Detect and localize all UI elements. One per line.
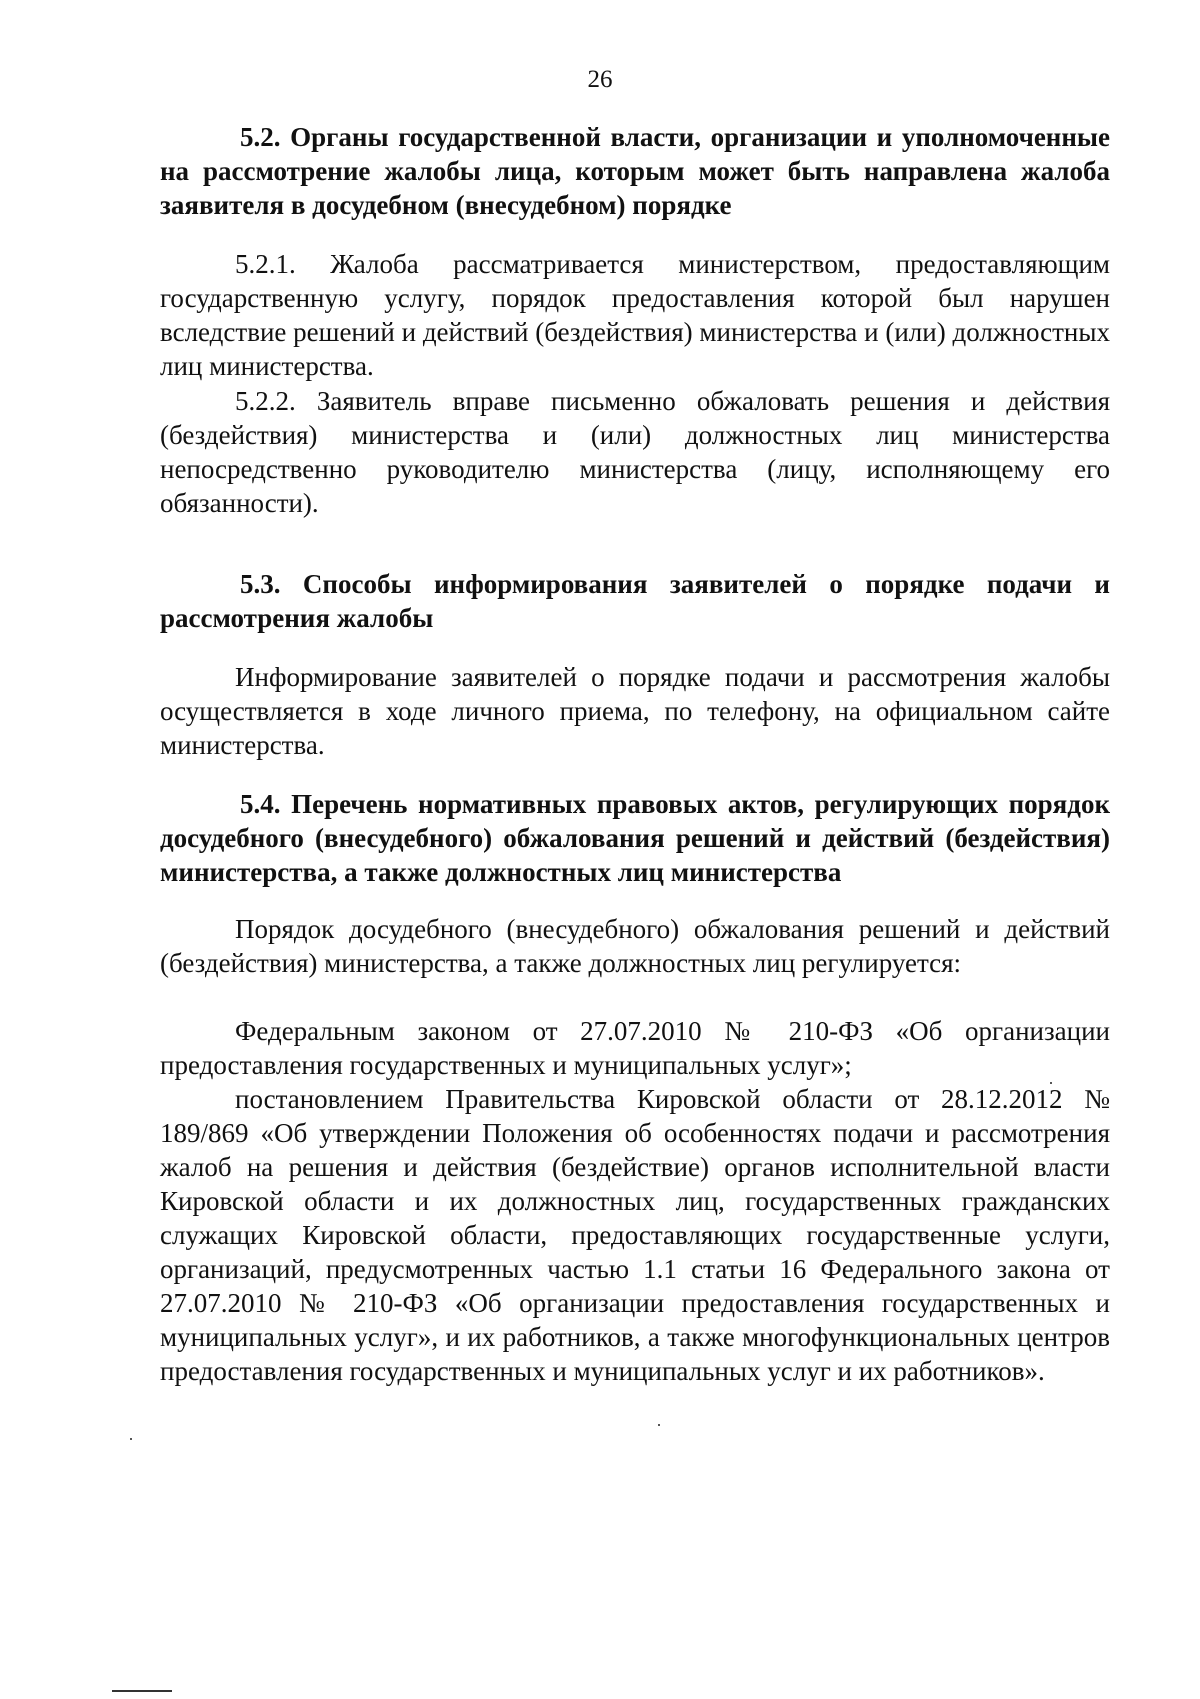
paragraph-5-4-federal-law: Федеральным законом от 27.07.2010 № 210-ФЗ «Об организации предоставления государственных и муниципальных услуг»; bbox=[160, 1016, 1110, 1080]
paragraph-5-2-1: 5.2.1. Жалоба рассматривается министерством, предоставляющим государственную услугу, порядок предоставления которой был нарушен вследствие решений и действий (бездействия) министерства и (или) должностных лиц министерства. bbox=[160, 249, 1110, 381]
paragraph-5-3-info: Информирование заявителей о порядке подачи и рассмотрения жалобы осуществляется в ходе личного приема, по телефону, на официальном сайте министерства. bbox=[160, 662, 1110, 760]
scan-dot bbox=[1050, 1082, 1052, 1084]
paragraph-5-2-2: 5.2.2. Заявитель вправе письменно обжаловать решения и действия (бездействия) министерства и (или) должностных лиц министерства непосредственно руководителю министерства (лицу, исполняющему его обязанности). bbox=[160, 386, 1110, 518]
page-number: 26 bbox=[587, 66, 613, 93]
section-heading-5-3: 5.3. Способы информирования заявителей о порядке подачи и рассмотрения жалобы bbox=[160, 569, 1110, 633]
scan-dot bbox=[658, 1424, 660, 1426]
paragraph-5-4-intro: Порядок досудебного (внесудебного) обжалования решений и действий (бездействия) министерства, а также должностных лиц регулируется: bbox=[160, 914, 1110, 978]
section-heading-5-4: 5.4. Перечень нормативных правовых актов, регулирующих порядок досудебного (внесудебного) обжалования решений и действий (бездействия) министерства, а также должностных лиц министерства bbox=[160, 789, 1110, 887]
scan-edge-mark bbox=[112, 1690, 172, 1692]
section-heading-5-2: 5.2. Органы государственной власти, организации и уполномоченные на рассмотрение жалобы лица, которым может быть направлена жалоба заявителя в досудебном (внесудебном) порядке bbox=[160, 122, 1110, 220]
paragraph-5-4-resolution: постановлением Правительства Кировской области от 28.12.2012 № 189/869 «Об утверждении Положения об особенностях подачи и рассмотрения жалоб на решения и действия (бездействие) органов исполнительной власти Кировской области и их должностных лиц, государственных гражданских служащих Кировской области, предоставляющих государственные услуги, организаций, предусмотренных частью 1.1 статьи 16 Федерального закона от 27.07.2010 № 210-ФЗ «Об организации предоставления государственных и муниципальных услуг», и их работников, а также многофункциональных центров предоставления государственных и муниципальных услуг и их работников». bbox=[160, 1084, 1110, 1386]
scan-dot bbox=[130, 1438, 132, 1440]
